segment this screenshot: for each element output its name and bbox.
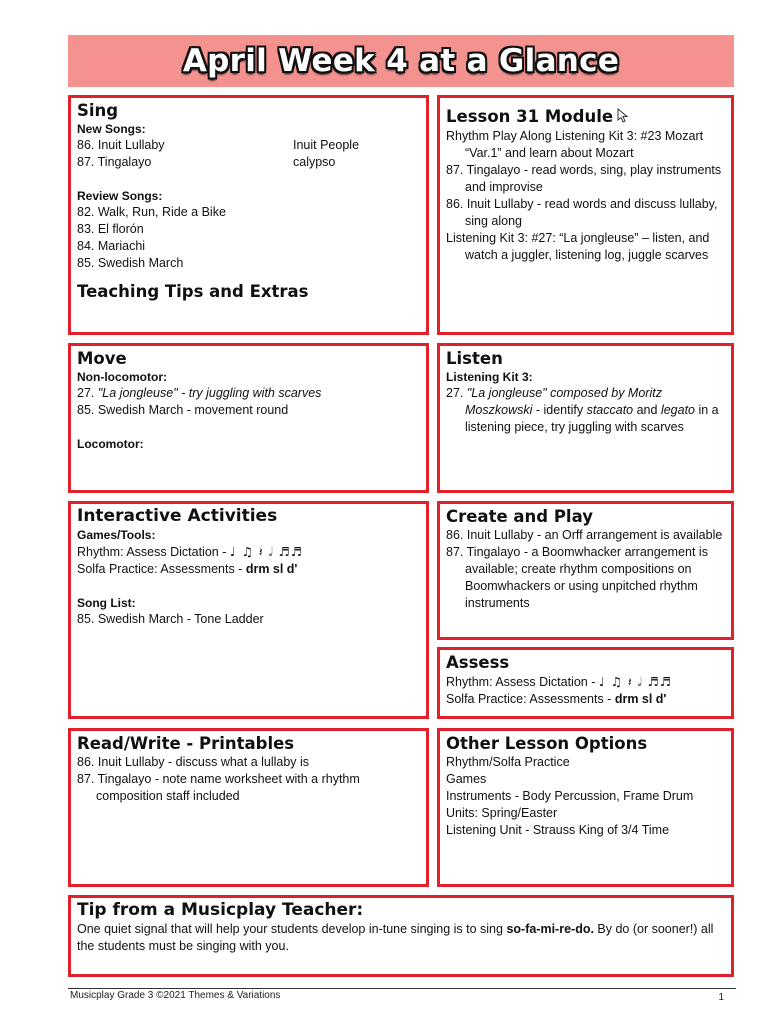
sing-box [68, 95, 429, 335]
assess-box [437, 647, 734, 719]
option-item: Instruments - Body Percussion, Frame Drum [446, 789, 694, 803]
song-list-item: 85. Swedish March - Tone Ladder [77, 612, 264, 626]
readwrite-item: 86. Inuit Lullaby - discuss what a lullaby is [77, 755, 310, 769]
tip-heading: Tip from a Musicplay Teacher: [77, 900, 364, 920]
option-item: Units: Spring/Easter [446, 806, 558, 820]
assess-solfa: Solfa Practice: Assessments - drm sl d' [446, 692, 667, 706]
title-banner [68, 35, 734, 87]
review-song: 84. Mariachi [77, 239, 146, 253]
teaching-tips-heading: Teaching Tips and Extras [77, 282, 309, 301]
create-play-box [437, 501, 734, 640]
rhythm-notation-icon: ♩ ♫ 𝄽 𝅗𝅥 ♬♬ [598, 674, 673, 689]
move-heading: Move [77, 349, 127, 368]
review-song: 83. El florón [77, 222, 144, 236]
create-item: 86. Inuit Lullaby - an Orff arrangement is available [446, 528, 723, 542]
move-box [68, 343, 429, 493]
new-song-row: 86. Inuit Lullaby Inuit People [77, 138, 360, 152]
create-item: 87. Tingalayo - a Boomwhacker arrangement is available; create rhythm compositions on Boomwhackers or using unpitched rhythm instruments [446, 545, 708, 610]
page-footer [68, 988, 736, 1003]
footer-copyright: Musicplay Grade 3 ©2021 Themes & Variations [70, 990, 281, 1001]
listening-kit-label: Listening Kit 3: [446, 370, 533, 384]
rhythm-notation-icon: ♩ ♫ 𝄽 𝅗𝅥 ♬♬ [229, 544, 304, 559]
listen-box [437, 343, 734, 493]
lesson-item: 86. Inuit Lullaby - read words and discuss lullaby, sing along [446, 197, 718, 228]
readwrite-heading: Read/Write - Printables [77, 734, 295, 753]
option-item: Rhythm/Solfa Practice [446, 755, 570, 769]
option-item: Games [446, 772, 487, 786]
review-songs-label: Review Songs: [77, 189, 163, 203]
interactive-heading: Interactive Activities [77, 506, 278, 526]
read-write-box [68, 728, 429, 887]
move-item: 85. Swedish March - movement round [77, 403, 289, 417]
review-song: 85. Swedish March [77, 256, 184, 270]
new-song-row: 87. Tingalayo calypso [77, 155, 336, 169]
options-heading: Other Lesson Options [446, 734, 648, 753]
locomotor-label: Locomotor: [77, 437, 144, 451]
listen-heading: Listen [446, 349, 503, 368]
nonlocomotor-label: Non-locomotor: [77, 370, 167, 384]
review-song: 82. Walk, Run, Ride a Bike [77, 205, 226, 219]
assess-heading: Assess [446, 653, 510, 672]
lesson-module-box [437, 95, 734, 335]
rhythm-dictation: Rhythm: Assess Dictation - ♩ ♫ 𝄽 𝅗𝅥 ♬♬ [77, 544, 304, 559]
lesson-heading: Lesson 31 Module [446, 106, 725, 128]
other-options-box [437, 728, 734, 887]
move-item: 27. "La jongleuse" - try juggling with scarves [77, 386, 322, 400]
solfa-practice: Solfa Practice: Assessments - drm sl d' [77, 562, 298, 576]
lesson-item: Listening Kit 3: #27: “La jongleuse” – listen, and watch a juggler, listening log, juggle scarves [446, 231, 710, 262]
mouse-cursor-icon [617, 107, 628, 128]
interactive-activities-box [68, 501, 429, 719]
assess-rhythm: Rhythm: Assess Dictation - ♩ ♫ 𝄽 𝅗𝅥 ♬♬ [446, 674, 673, 689]
readwrite-item: 87. Tingalayo - note name worksheet with a rhythm composition staff included [77, 772, 360, 803]
tip-text: One quiet signal that will help your students develop in-tune singing is to sing so-fa-mi-re-do. By do (or sooner!) all the students must be singing with you. [77, 922, 714, 953]
lesson-item: 87. Tingalayo - read words, sing, play instruments and improvise [446, 163, 722, 194]
teacher-tip-box [68, 895, 734, 977]
sing-heading: Sing [77, 101, 119, 120]
create-heading: Create and Play [446, 507, 593, 526]
song-list-label: Song List: [77, 596, 136, 610]
page-number: 1 [718, 992, 724, 1003]
games-tools-label: Games/Tools: [77, 528, 156, 542]
lesson-item: Rhythm Play Along Listening Kit 3: #23 Mozart “Var.1” and learn about Mozart [446, 129, 704, 160]
option-item: Listening Unit - Strauss King of 3/4 Time [446, 823, 670, 837]
page-title: April Week 4 at a Glance [182, 43, 620, 79]
listen-item: 27. "La jongleuse" composed by Moritz Moszkowski - identify staccato and legato in a listening piece, try juggling with scarves [446, 386, 719, 434]
new-songs-label: New Songs: [77, 122, 146, 136]
